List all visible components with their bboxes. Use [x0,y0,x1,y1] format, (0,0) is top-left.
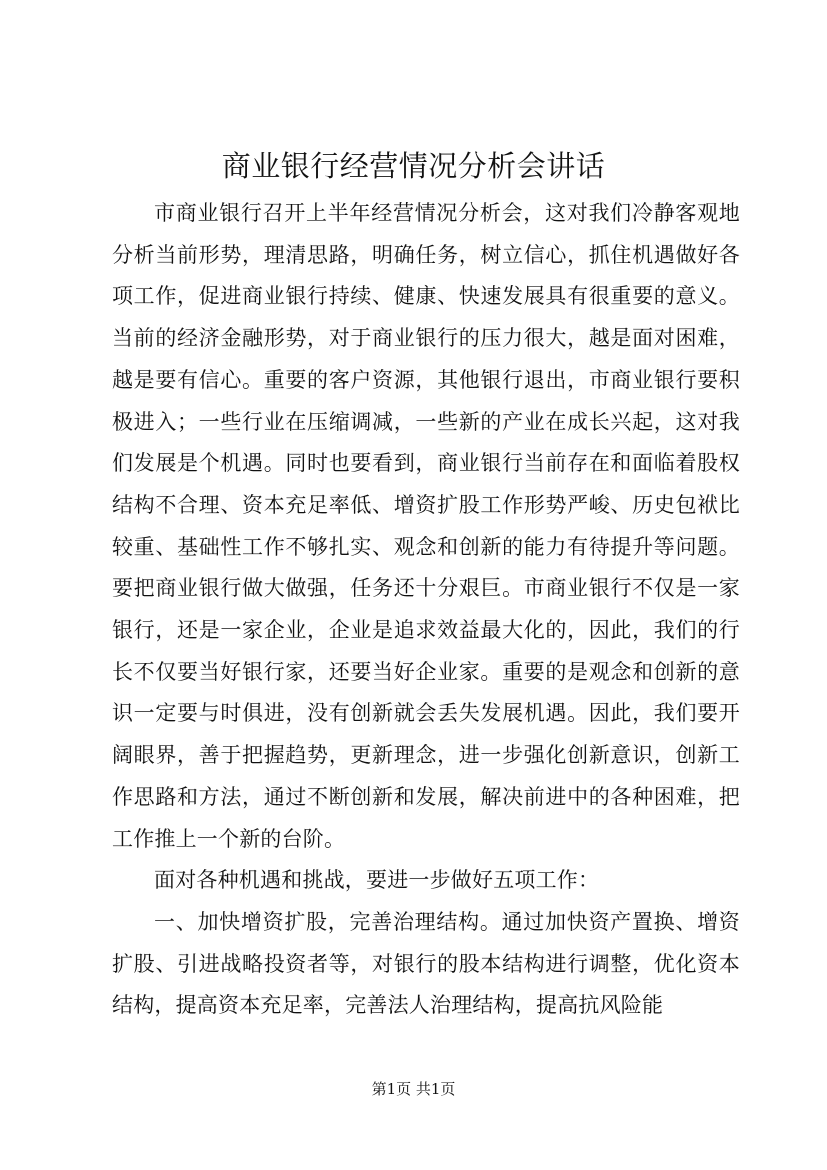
paragraph-intro: 市商业银行召开上半年经营情况分析会，这对我们冷静客观地分析当前形势，理清思路，明确任务，树立信心，抓住机遇做好各项工作，促进商业银行持续、健康、快速发展具有很重要的意义。当前的经济金融形势，对于商业银行的压力很大，越是面对困难，越是要有信心。重要的客户资源，其他银行退出，市商业银行要积极进入；一些行业在压缩调减，一些新的产业在成长兴起，这对我们发展是个机遇。同时也要看到，商业银行当前存在和面临着股权结构不合理、资本充足率低、增资扩股工作形势严峻、历史包袱比较重、基础性工作不够扎实、观念和创新的能力有待提升等问题。要把商业银行做大做强，任务还十分艰巨。市商业银行不仅是一家银行，还是一家企业，企业是追求效益最大化的，因此，我们的行长不仅要当好银行家，还要当好企业家。重要的是观念和创新的意识一定要与时俱进，没有创新就会丢失发展机遇。因此，我们要开阔眼界，善于把握趋势，更新理念，进一步强化创新意识，创新工作思路和方法，通过不断创新和发展，解决前进中的各种困难，把工作推上一个新的台阶。 [112,201,740,851]
document-body [112,193,740,1027]
paragraph-five-tasks: 面对各种机遇和挑战，要进一步做好五项工作： [154,868,600,893]
document-title: 商业银行经营情况分析会讲话 [221,149,606,183]
paragraph-task-one: 一、加快增资扩股，完善治理结构。通过加快资产置换、增资扩股、引进战略投资者等，对银行的股本结构进行调整，优化资本结构，提高资本充足率，完善法人治理结构，提高抗风险能 [112,909,740,1018]
page-footer: 第1页 共1页 [371,1080,456,1098]
